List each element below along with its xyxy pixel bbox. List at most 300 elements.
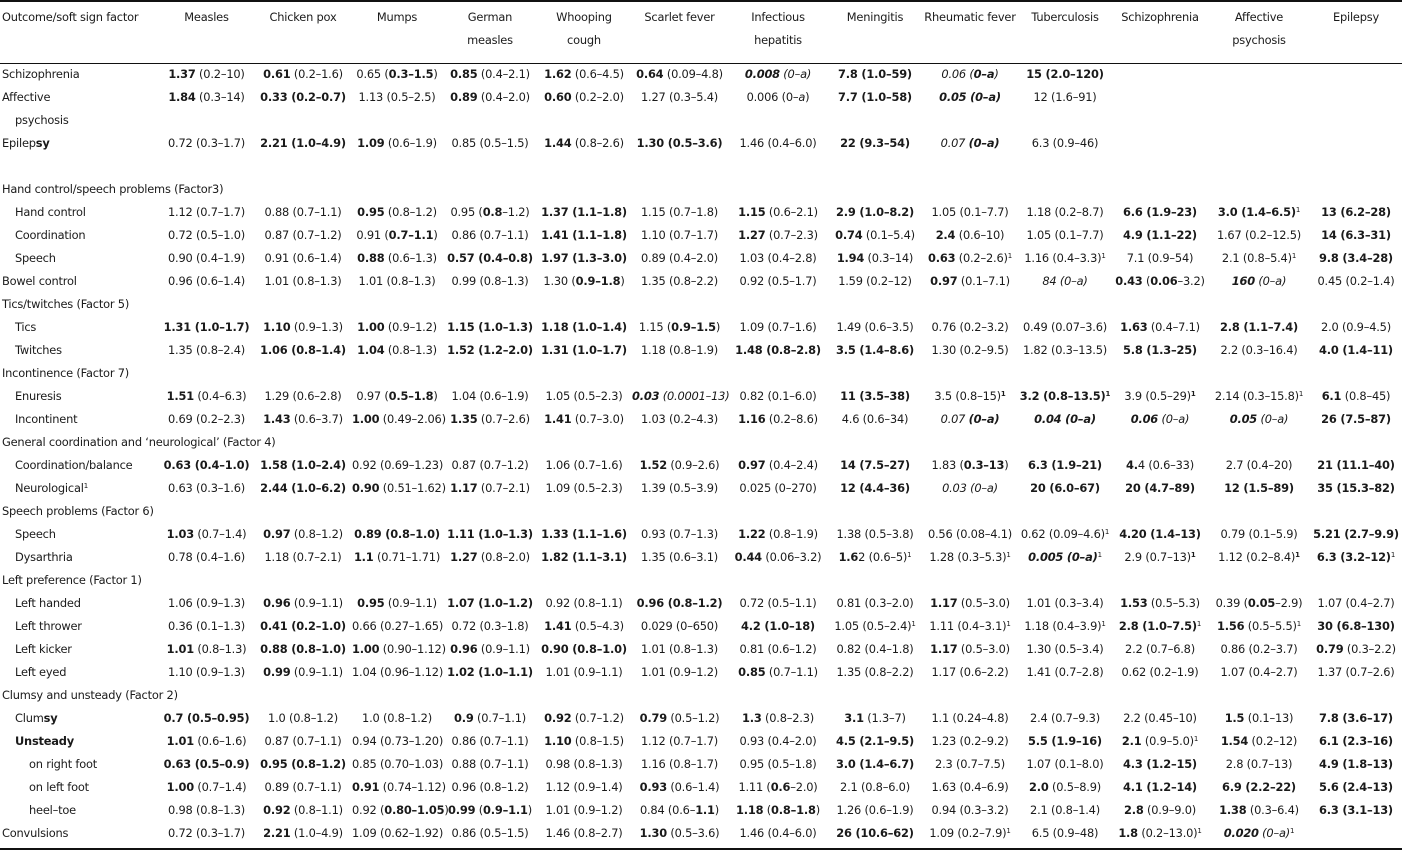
table-cell: 0.91 (0.6–1.4) [264,250,342,265]
table-cell: 0.92 (0.8–1.1) [545,595,623,610]
section-header-row [0,683,1402,706]
table-cell: 21 (11.1–40) [1317,457,1395,472]
table-cell: 2.2 (0.3–16.4) [1220,342,1298,357]
table-cell: 1.23 (0.2–9.2) [931,733,1009,748]
table-cell: 1.37 (1.1–1.8) [541,204,627,219]
table-cell: 0.88 (0.6–1.3) [357,250,437,265]
table-row [0,315,1402,338]
table-cell: 0.69 (0.2–2.3) [168,411,245,426]
table-cell: 0.7 (0.5–0.95) [163,710,250,725]
table-cell: 1.03 (0.4–2.8) [739,250,817,265]
table-cell: 0.81 (0.3–2.0) [836,595,914,610]
table-cell: 1.8 $(0.2-13.0)^1$ [1118,825,1202,840]
table-cell: 14 (6.3–31) [1321,227,1391,242]
table-cell: 4.3 (1.2–15) [1123,756,1197,771]
table-cell [1208,85,1310,108]
table-row [0,522,1402,545]
section-label: Hand control/speech problems (Factor3) [2,181,224,196]
table-cell: 0.95 (0.8–1.2) [450,204,530,219]
table-cell [351,108,443,131]
row-label: Speech [15,526,56,541]
table-cell: 0.06 (0–a) [1130,411,1190,426]
table-cell: 0.72 (0.3–1.7) [168,825,245,840]
table-cell: 2.1 (0.8–1.4) [1030,802,1100,817]
table-cell: 1.07 (1.0–1.2) [447,595,533,610]
table-cell: 1.09 (0.6–1.9) [357,135,437,150]
column-header: Schizophrenia [1121,10,1199,24]
table-cell: 0.96 (0.6–1.4) [168,273,245,288]
table-cell: 0.76 (0.2–3.2) [931,319,1009,334]
column-header: Whooping cough [556,10,612,47]
table-cell: 0.82 (0.4–1.8) [836,641,914,656]
table-cell: 1.33 (1.1–1.6) [541,526,627,541]
table-cell: 2.14 $(0.3-15.8)^1$ [1214,388,1304,403]
table-row [0,706,1402,729]
table-cell: 0.9 (0.7–1.1) [453,710,527,725]
table-cell: 0.86 (0.7–1.1) [451,733,529,748]
row-label: Incontinent [15,411,78,426]
table-cell: 5.6 (2.4–13) [1319,779,1393,794]
table-cell: 13 (6.2–28) [1321,204,1391,219]
table-row [0,798,1402,821]
table-cell: 1.06 (0.9–1.3) [168,595,245,610]
table-cell: 1.12 $(0.2-8.4)^1$ [1218,549,1300,564]
table-cell: 1.18 (0.8–1.9) [641,342,718,357]
table-cell: 0.85 (0.5–1.5) [451,135,529,150]
table-cell: 6.1 (2.3–16) [1319,733,1393,748]
table-cell: 2.0 (0.5–8.9) [1028,779,1102,794]
table-cell: 0.92 (0.7–1.2) [544,710,624,725]
table-cell: 0.92 (0.5–1.7) [739,273,817,288]
table-cell: 1.06 (0.8–1.4) [260,342,346,357]
table-cell: 2.21 (1.0–4.9) [263,825,343,840]
table-cell: 12 (1.5–89) [1224,480,1294,495]
table-cell [728,108,828,131]
table-cell [443,108,537,131]
column-header: Affective psychosis [1232,10,1286,47]
table-cell: 3.0 (1.4–6.7) [835,756,914,771]
table-cell: 0.85 (0.7–1.1) [738,664,818,679]
table-cell: 1.01 (0.8–1.3) [166,641,247,656]
table-cell: 1.02 (1.0–1.1) [447,664,533,679]
table-cell: 1.09 (0.7–1.6) [739,319,817,334]
table-cell: 0.85 (0.70–1.03) [352,756,444,771]
table-cell: 0.95 (0.8–1.2) [357,204,437,219]
table-row [0,545,1402,568]
table-cell: 0.07 (0–a) [940,135,1000,150]
table-cell: 0.79 (0.3–2.2) [1316,641,1396,656]
section-label: General coordination and ‘neurological’ (Factor 4) [2,434,276,449]
table-cell: 1.18 (0.8–1.8) [736,802,820,817]
table-cell: 1.41 (0.7–2.8) [1026,664,1104,679]
table-cell: 2.2 (0.7–6.8) [1125,641,1195,656]
table-row [0,591,1402,614]
table-cell: 84 (0–a) [1042,273,1088,288]
table-cell: 0.62 (0.2–1.9) [1121,664,1199,679]
table-cell: 1.01 (0.9–1.1) [545,664,623,679]
table-cell: 1.18 (1.0–1.4) [541,319,627,334]
table-cell: 1.35 (0.8–2.4) [168,342,245,357]
row-label: Enuresis [15,388,62,403]
table-cell: 1.10 (0.7–1.7) [641,227,718,242]
table-cell: 1.05 $(0.5-2.4)^1$ [834,618,916,633]
table-cell [1310,108,1402,131]
row-label: Left kicker [15,641,72,656]
table-cell: 1.35 (0.7–2.6) [450,411,530,426]
row-label: Twitches [15,342,62,357]
row-label: Affective [2,89,51,104]
table-cell: 6.9 (2.2–22) [1222,779,1296,794]
table-cell: 0.87 (0.7–1.2) [451,457,529,472]
table-cell: 2.7 (0.4–20) [1225,457,1293,472]
table-cell: 0.90 (0.51–1.62) [352,480,446,495]
table-cell [631,108,728,131]
table-cell: 1.63 (0.4–6.9) [931,779,1009,794]
table-cell: 1.17 (0.5–3.0) [930,595,1010,610]
section-header-row [0,292,1402,315]
table-cell: 0.49 (0.07–3.6) [1022,319,1108,334]
table-cell: 1.1 (0.71–1.71) [353,549,441,564]
table-cell: 1.09 (0.62–1.92) [352,825,444,840]
table-cell: 1.5 (0.1–13) [1224,710,1294,725]
table-cell: 0.91 (0.7–1.1) [356,227,438,242]
table-cell: 1.54 (0.2–12) [1220,733,1298,748]
table-cell: 2.4 (0.7–9.3) [1030,710,1100,725]
table-cell: 1.12 (0.7–1.7) [168,204,245,219]
table-cell: 1.16 (0.8–1.7) [641,756,718,771]
table-cell: 1.13 (0.5–2.5) [358,89,436,104]
row-label: Left handed [15,595,81,610]
row-label: Hand control [15,204,86,219]
section-header-row [0,568,1402,591]
table-cell: 7.8 (3.6–17) [1319,710,1393,725]
table-cell: 2.8 (0.7–13) [1225,756,1293,771]
table-cell [537,108,631,131]
table-cell: 6.3 (0.9–46) [1031,135,1099,150]
table-cell: 0.82 (0.1–6.0) [739,388,817,403]
row-label: Speech [15,250,56,265]
table-cell: 1.37 (0.2–10) [168,66,245,81]
table-row [0,614,1402,637]
table-cell: 11 (3.5–38) [840,388,910,403]
table-cell: 1.09 $(0.2-7.9)^1$ [929,825,1011,840]
table-cell: 1.18 $(0.4-3.9)^1$ [1024,618,1106,633]
table-cell: 1.83 (0.3–13) [931,457,1009,472]
table-cell: 0.92 (0.69–1.23) [352,457,444,472]
table-cell: 1.12 (0.7–1.7) [641,733,718,748]
table-cell: 2.0 (0.9–4.5) [1321,319,1391,334]
table-cell: 1.05 (0.1–7.7) [1026,227,1104,242]
table-cell: 1.56 $(0.5-5.5)^1$ [1216,618,1301,633]
table-cell: 1.31 (1.0–1.7) [163,319,250,334]
table-cell: 1.01 (0.8–1.3) [264,273,342,288]
column-header: Measles [184,10,229,24]
table-row [0,729,1402,752]
column-header: German measles [467,10,513,47]
table-cell: 1.30 (0.5–3.6) [639,825,720,840]
table-cell: 0.89 (0.7–1.1) [264,779,342,794]
table-cell: 1.15 (1.0–1.3) [447,319,533,334]
table-cell: 1.62 (0.6–4.5) [544,66,624,81]
table-row [0,407,1402,430]
table-cell: 5.21 (2.7–9.9) [1313,526,1399,541]
table-cell: 0.88 (0.7–1.1) [451,756,529,771]
table-cell: 0.99 (0.9–1.1) [263,664,343,679]
table-cell: 0.03 (0–a) [942,480,998,495]
table-row [0,660,1402,683]
table-row [0,338,1402,361]
table-cell: 1.52 (1.2–2.0) [447,342,533,357]
table-cell: 0.93 (0.6–1.4) [639,779,720,794]
table-cell: 1.18 (0.7–2.1) [264,549,342,564]
column-header: Tuberculosis [1031,10,1099,24]
table-cell: 0.36 (0.1–1.3) [168,618,245,633]
row-label: Schizophrenia [2,66,80,81]
table-cell: 1.00 (0.9–1.2) [357,319,437,334]
row-label: Tics [15,319,37,334]
table-cell: 6.3 (3.1–13) [1319,802,1393,817]
table-cell: 1.1 (0.24–4.8) [931,710,1009,725]
row-label: Left thrower [15,618,82,633]
row-label: Coordination/balance [15,457,133,472]
table-cell: 0.006 (0–a) [746,89,810,104]
table-cell: 0.43 (0.06–3.2) [1115,273,1205,288]
section-label: Left preference (Factor 1) [2,572,142,587]
table-cell: 0.89 (0.4–2.0) [641,250,718,265]
table-cell: 0.88 (0.7–1.1) [264,204,342,219]
table-cell: 3.1 (1.3–7) [844,710,906,725]
table-cell: 1.03 (0.2–4.3) [641,411,718,426]
table-cell: 2.21 (1.0–4.9) [260,135,346,150]
table-cell: 0.44 (0.06–3.2) [734,549,822,564]
table-cell: 0.87 (0.7–1.1) [264,733,342,748]
table-cell: 1.3 (0.8–2.3) [741,710,815,725]
table-cell: 0.33 (0.2–0.7) [260,89,346,104]
table-cell: 1.63 (0.4–7.1) [1120,319,1200,334]
table-cell: 1.17 (0.6–2.2) [931,664,1009,679]
table-row [0,131,1402,154]
table-cell: 1.38 (0.5–3.8) [836,526,914,541]
column-header: Outcome/soft sign factor [2,10,139,24]
table-cell: 3.2 $(0.8-13.5)^1$ [1019,388,1111,403]
table-cell: 0.96 (0.9–1.1) [263,595,343,610]
table-cell: 0.96 (0.9–1.1) [450,641,530,656]
table-cell: 1.16 $(0.4-3.3)^1$ [1024,250,1106,265]
table-header-row [0,0,1402,62]
table-row [0,453,1402,476]
section-header-row [0,361,1402,384]
table-cell: 1.0 (0.8–1.2) [362,710,432,725]
section-label: Incontinence (Factor 7) [2,365,130,380]
table-cell: 1.15 (0.7–1.8) [641,204,718,219]
table-cell: 2.1 $(0.9-5.0)^1$ [1121,733,1199,748]
column-header: Chicken pox [269,10,337,24]
table-cell: 0.62 $(0.09-4.6)^1$ [1020,526,1110,541]
table-cell: 1.41 (0.5–4.3) [544,618,624,633]
table-cell: 1.16 (0.2–8.6) [738,411,818,426]
row-label: Neurological$^1$ [15,480,88,495]
table-cell [1112,131,1208,154]
table-cell: 1.35 (0.8–2.2) [836,664,914,679]
table-cell: 4.0 (1.4–11) [1319,342,1393,357]
table-cell: 1.46 (0.4–6.0) [739,135,817,150]
table-cell: 0.93 (0.7–1.3) [641,526,718,541]
table-cell: 5.5 (1.9–16) [1028,733,1102,748]
table-cell: 0.84 (0.6–1.1) [639,802,720,817]
table-cell: 0.72 (0.3–1.7) [168,135,245,150]
table-cell: 0.07 (0–a) [940,411,1000,426]
table-cell: 3.0 $(1.4-6.5)^1$ [1217,204,1301,219]
section-label: Tics/twitches (Factor 5) [2,296,130,311]
table-cell: 2.4 (0.6–10) [935,227,1005,242]
table-cell: 1.18 (0.2–8.7) [1026,204,1104,219]
table-cell: 26 (7.5–87) [1321,411,1391,426]
table-cell: 0.90 (0.4–1.9) [168,250,245,265]
table-cell: 1.53 (0.5–5.3) [1120,595,1200,610]
table-cell: 1.41 (1.1–1.8) [541,227,627,242]
table-cell: 7.1 (0.9–54) [1126,250,1194,265]
table-cell: 1.48 (0.8–2.8) [735,342,821,357]
table-cell: 1.01 (0.8–1.3) [641,641,718,656]
table-cell: 7.7 (1.0–58) [838,89,912,104]
table-cell: 6.3 (1.9–21) [1028,457,1102,472]
table-cell: 0.65 (0.3–1.5) [356,66,438,81]
spacer-cell [0,154,1402,177]
table-cell: 1.30 (0.9–1.8) [543,273,625,288]
table-cell: 0.63 (0.3–1.6) [168,480,245,495]
table-cell: 1.44 (0.8–2.6) [544,135,624,150]
table-cell [1310,85,1402,108]
row-label: Unsteady [15,733,74,748]
table-cell: 1.58 (1.0–2.4) [260,457,346,472]
table-cell: 0.05 (0–a) [939,89,1001,104]
table-cell: 1.39 (0.5–3.9) [641,480,718,495]
table-cell: 26 (10.6–62) [836,825,914,840]
table-cell: 3.5 $(0.8-15)^1$ [934,388,1006,403]
table-cell: 1.46 (0.4–6.0) [739,825,817,840]
table-cell: 0.95 (0.8–1.2) [260,756,346,771]
table-cell: 12 (4.4–36) [840,480,910,495]
table-cell: 0.98 (0.8–1.3) [545,756,623,771]
table-cell: 2.44 (1.0–6.2) [260,480,346,495]
table-cell: 1.94 (0.3–14) [836,250,914,265]
table-cell: 0.91 (0.74–1.12) [352,779,446,794]
table-cell: 0.89 (0.4–2.0) [450,89,530,104]
column-header: Epilepsy [1332,10,1380,24]
table-cell: 6.3 $(3.2-12)^1$ [1316,549,1396,564]
table-cell: 1.26 (0.6–1.9) [836,802,914,817]
table-row [0,637,1402,660]
table-cell: 0.97 (0.5–1.8) [356,388,438,403]
table-cell: 2.8 (1.1–7.4) [1219,319,1298,334]
table-cell: 1.84 (0.3–14) [168,89,245,104]
table-cell: 0.005 $(0-a)^1$ [1028,549,1102,564]
section-header-row [0,430,1402,453]
table-cell: 1.05 (0.1–7.7) [931,204,1009,219]
table-cell [828,108,922,131]
table-cell: 0.05 (0–a) [1229,411,1289,426]
table-cell: 2.9 $(0.7-13)^1$ [1124,549,1196,564]
table-cell [158,108,255,131]
table-top-rule [0,0,1402,2]
table-cell: 4.9 (1.1–22) [1123,227,1197,242]
table-row [0,246,1402,269]
table-cell: 1.06 (0.7–1.6) [545,457,623,472]
table-cell: 0.89 (0.8–1.0) [354,526,440,541]
column-header: Mumps [376,10,418,24]
table-cell: 0.61 (0.2–1.6) [263,66,343,81]
table-cell: 0.57 (0.4–0.8) [447,250,533,265]
table-cell: 6.5 (0.9–48) [1031,825,1099,840]
table-cell: 0.88 (0.8–1.0) [260,641,346,656]
table-cell: 1.10 (0.8–1.5) [544,733,624,748]
table-cell: 4.2 (1.0–18) [741,618,815,633]
table-cell: 2.2 (0.45–10) [1123,710,1197,725]
table-cell [1112,85,1208,108]
table-cell: 0.74 (0.1–5.4) [835,227,915,242]
table-body [0,62,1402,844]
row-label: on right foot [29,756,98,771]
table-cell: 1.07 (0.4–2.7) [1317,595,1395,610]
row-label: Epilepsy [2,135,50,150]
row-label: Left eyed [15,664,67,679]
table-cell: 22 (9.3–54) [840,135,910,150]
table-cell: 0.66 (0.27–1.65) [352,618,444,633]
table-cell: 1.11 (0.6–2.0) [738,779,818,794]
table-row [0,476,1402,499]
table-cell: 1.30 (0.5–3.6) [636,135,723,150]
table-cell: 0.64 (0.09–4.8) [636,66,723,81]
table-cell: 2.8 $(1.0-7.5)^1$ [1118,618,1202,633]
section-header-row [0,177,1402,200]
table-cell: 6.6 (1.9–23) [1123,204,1197,219]
table-cell: 1.49 (0.6–3.5) [836,319,914,334]
table-cell: 1.07 (0.4–2.7) [1220,664,1298,679]
table-cell: 1.10 (0.9–1.3) [168,664,245,679]
table-cell: 1.12 (0.9–1.4) [545,779,623,794]
table-cell: 2.3 (0.7–7.5) [935,756,1005,771]
table-bottom-rule [0,848,1402,850]
table-cell: 0.63 (0.4–1.0) [163,457,250,472]
table-cell: 0.90 (0.8–1.0) [541,641,627,656]
table-cell: 1.28 $(0.3-5.3)^1$ [929,549,1011,564]
table-cell: 4.6 (0.6–34) [841,411,909,426]
row-label: Bowel control [2,273,77,288]
table-cell: 4.20 (1.4–13) [1119,526,1201,541]
table-cell: 1.38 (0.3–6.4) [1219,802,1299,817]
table-cell: 0.92 (0.8–1.1) [263,802,343,817]
column-header: Scarlet fever [644,10,715,24]
table-cell: 0.98 (0.8–1.3) [168,802,245,817]
table-row [0,108,1402,131]
table-cell: 4.5 (2.1–9.5) [835,733,914,748]
table-cell: 1.67 (0.2–12.5) [1216,227,1302,242]
table-cell: 0.04 (0–a) [1034,411,1096,426]
table-cell: 0.93 (0.4–2.0) [739,733,817,748]
table-row [0,384,1402,407]
table-cell: 1.27 (0.7–2.3) [738,227,818,242]
table-cell: 1.62 $(0.6-5)^1$ [838,549,912,564]
section-header-row [0,499,1402,522]
table-row [0,775,1402,798]
table-cell: 6.1 (0.8–45) [1321,388,1391,403]
table-cell [1310,821,1402,844]
table-cell: 0.029 (0–650) [640,618,719,633]
table-cell: 1.29 (0.6–2.8) [264,388,342,403]
table-cell: 20 (4.7–89) [1125,480,1195,495]
table-cell: 0.94 (0.3–3.2) [931,802,1009,817]
table-cell: 1.04 (0.8–1.3) [357,342,437,357]
